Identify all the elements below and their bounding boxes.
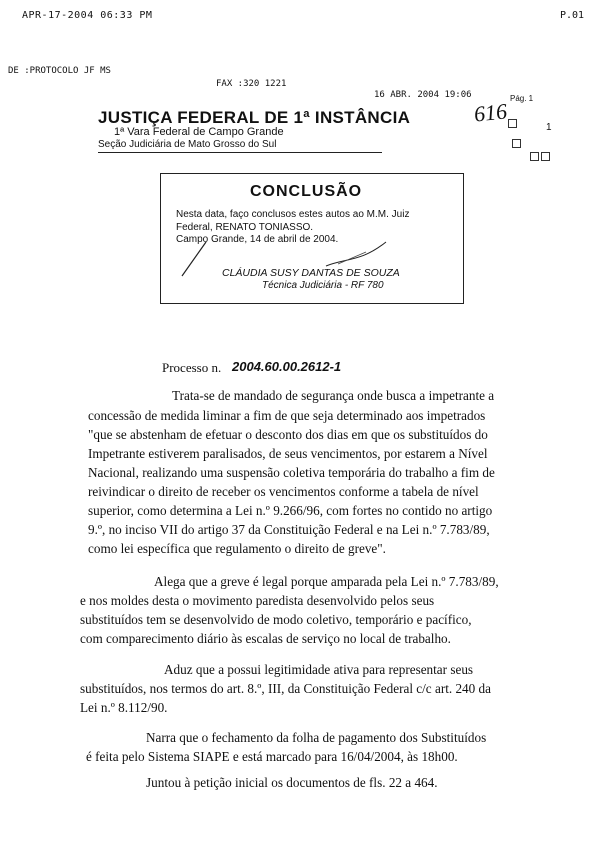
body-line: Alega que a greve é legal porque amparada pela Lei n.º 7.783/89, [154,574,499,589]
body-line: Juntou à petição inicial os documentos de fls. 22 a 464. [146,775,438,790]
signer-name: CLÁUDIA SUSY DANTAS DE SOUZA [222,267,400,279]
body-line: com comparecimento diário às escalas de serviço no local de trabalho. [80,631,451,646]
checkbox-mark [508,119,517,128]
page-label: Pág. 1 [510,94,534,103]
conclusao-text-line: Federal, RENATO TONIASSO. [176,222,314,233]
checkbox-mark [530,152,539,161]
checkbox-mark [541,152,550,161]
court-title: JUSTIÇA FEDERAL DE 1ª INSTÂNCIA [98,108,411,127]
body-line: Aduz que a possui legitimidade ativa para representar seus [164,662,474,677]
body-line: como lei específica que regulamento o direito de greve". [88,541,386,556]
body-line: substituídos tem se desenvolvido de modo coletivo, temporário e pacífico, [80,612,472,627]
conclusao-title: CONCLUSÃO [250,183,363,200]
body-line: "que se abstenham de efetuar o desconto dos dias em que os substituídos do [88,427,488,442]
body-line: e nos moldes desta o movimento paredista desenvolvido pelos seus [80,593,435,608]
protocolo-line: DE :PROTOCOLO JF MS [8,66,111,76]
processo-label: Processo n. [162,360,222,375]
fax-number: FAX :320 1221 [216,79,287,89]
body-line: concessão de medida liminar a fim de que seja determinado aos impetrados [88,408,486,423]
vara-name: 1ª Vara Federal de Campo Grande [114,126,284,138]
signer-role: Técnica Judiciária - RF 780 [262,280,384,291]
body-line: Nacional, realizando uma suspensão coletiva temporária do trabalho a fim de [88,465,495,480]
handwritten-page-number: 616 [472,98,509,127]
checkbox-mark [512,139,521,148]
body-line: reivindicar o direito de receber os vencimentos conforme a tabela de nível [88,484,479,499]
margin-mark: 1 [546,122,552,133]
letterhead-rule [98,152,382,153]
body-line: Narra que o fechamento da folha de pagamento dos Substituídos [146,730,487,745]
fax-page-number: P.01 [560,10,585,21]
body-line: substituídos, nos termos do art. 8.º, III, da Constituição Federal c/c art. 240 da [80,681,491,696]
body-line: Lei n.º 8.112/90. [80,700,168,715]
conclusao-text-line: Campo Grande, 14 de abril de 2004. [176,234,339,245]
processo-number: 2004.60.00.2612-1 [232,359,342,374]
body-line: 9.º, no inciso VII do artigo 37 da Constituição Federal e na Lei n.º 7.783/89, [88,522,490,537]
body-line: Impetrante estiverem paralisados, de seus vencimentos, por estarem a Nível [88,446,488,461]
received-stamp: 16 ABR. 2004 19:06 [374,90,472,100]
body-line: superior, como determina a Lei n.º 9.266/96, com fortes no contido no artigo [88,503,493,518]
fax-datetime: APR-17-2004 06:33 PM [22,10,153,21]
body-line: é feita pelo Sistema SIAPE e está marcado para 16/04/2004, às 18h00. [86,749,458,764]
conclusao-text-line: Nesta data, faço conclusos estes autos ao M.M. Juiz [176,209,410,220]
body-line: Trata-se de mandado de segurança onde busca a impetrante a [172,388,495,403]
secao-name: Seção Judiciária de Mato Grosso do Sul [98,139,277,150]
